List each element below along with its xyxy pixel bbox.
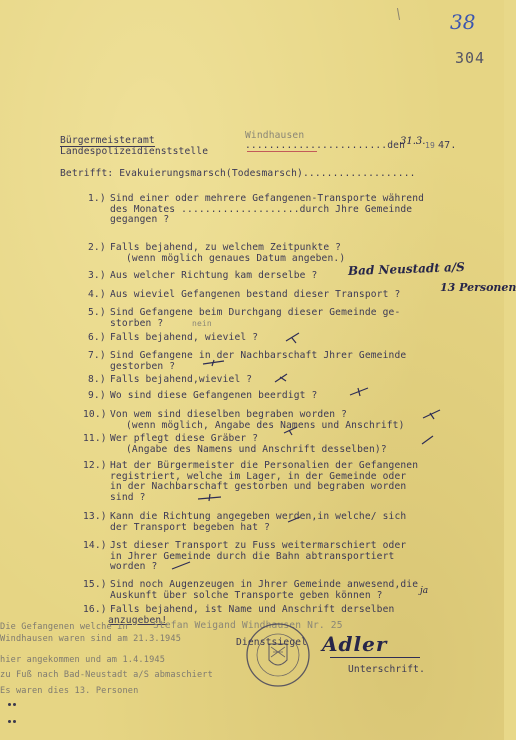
- question-line: Von wem sind dieselben begraben worden ?: [110, 409, 348, 420]
- question-line: Sind noch Augenzeugen in Jhrer Gemeinde anwesend,die: [110, 579, 419, 590]
- dash-mark-6: [286, 333, 299, 343]
- question-line: Falls bejahend,wieviel ?: [110, 374, 253, 385]
- answer-5: nein: [192, 319, 212, 328]
- punch-dot-3: [8, 720, 11, 723]
- office-line-2: Landespolizeidienststelle: [60, 146, 209, 157]
- question-line: Wer pflegt diese Gräber ?: [110, 433, 259, 444]
- date-handwritten: 31.3.: [400, 136, 426, 147]
- question-line: Wo sind diese Gefangenen beerdigt ?: [110, 390, 318, 401]
- margin-note-4: zu Fuß nach Bad-Neustadt a/S abmaschiert: [0, 670, 213, 680]
- question-line: sind ?: [110, 491, 146, 503]
- question-line: Falls bejahend, ist Name und Anschrift derselben: [110, 604, 395, 615]
- margin-note-5: Es waren dies 13. Personen: [0, 686, 139, 696]
- signature-flourish: [330, 657, 420, 658]
- date-prefix: ........................den: [245, 140, 405, 151]
- punch-dot-4: [13, 720, 16, 723]
- question-line: registriert, welche im Lager, in der Gemeinde oder: [110, 470, 407, 482]
- answer-4: 13 Personen: [440, 281, 516, 294]
- question-line: (wenn möglich genaues Datum angeben.): [126, 252, 346, 264]
- dash-mark-9: [350, 388, 368, 396]
- margin-note-3: hier angekommen und am 1.4.1945: [0, 655, 166, 665]
- municipal-seal-icon: [243, 620, 313, 690]
- question-line: der Transport begeben hat ?: [110, 521, 270, 533]
- question-number: 13.): [83, 511, 107, 522]
- question-number: 16.): [83, 604, 107, 615]
- punch-dot-2: [13, 703, 16, 706]
- question-number: 3.): [88, 270, 106, 281]
- question-line: Jst dieser Transport zu Fuss weitermarschiert oder: [110, 540, 407, 551]
- question-line: gegangen ?: [110, 214, 170, 225]
- answer-15: ja: [420, 586, 429, 596]
- question-number: 7.): [88, 350, 106, 361]
- subject-line: Betrifft: Evakuierungsmarsch(Todesmarsch)...................: [60, 168, 416, 179]
- office-line-1: Bürgermeisteramt: [60, 135, 155, 146]
- question-line: (Angabe des Namens und Anschrift desselben)?: [126, 443, 387, 455]
- question-number: 9.): [88, 390, 106, 401]
- dash-mark-11b: [422, 436, 433, 444]
- question-line: Aus welcher Richtung kam derselbe ?: [110, 270, 318, 281]
- dienstsiegel-label: Dienstsiegel: [236, 637, 308, 648]
- question-line: Sind Gefangene beim Durchgang dieser Gemeinde ge-: [110, 307, 401, 318]
- dash-mark-7: [203, 360, 224, 366]
- question-line: storben ?: [110, 317, 164, 329]
- question-number: 5.): [88, 307, 106, 318]
- dash-mark-10: [423, 410, 440, 419]
- question-number: 11.): [83, 433, 107, 444]
- question-line: worden ?: [110, 561, 158, 572]
- question-number: 10.): [83, 409, 107, 420]
- folio-stamped: 304: [455, 49, 486, 67]
- question-number: 6.): [88, 332, 106, 343]
- question-number: 4.): [88, 289, 106, 300]
- question-line: Falls bejahend, zu welchem Zeitpunkte ?: [110, 242, 342, 253]
- dash-mark-12: [198, 494, 221, 501]
- question-number: 2.): [88, 242, 106, 253]
- question-line: Sind einer oder mehrere Gefangenen-Transporte während: [110, 193, 425, 204]
- question-line: anzugeben!: [108, 614, 168, 626]
- place-name: Windhausen: [245, 130, 305, 141]
- question-number: 12.): [83, 460, 107, 471]
- folio-handwritten: 38: [450, 10, 476, 34]
- dash-mark-14: [172, 562, 190, 569]
- answer-3: Bad Neustadt a/S: [347, 259, 466, 279]
- question-number: 8.): [88, 374, 106, 385]
- question-line: gestorben ?: [110, 360, 176, 372]
- question-line: in der Nachbarschaft gestorben und begraben worden: [110, 481, 407, 492]
- dash-mark-11a: [284, 427, 297, 435]
- question-line: (wenn möglich, Angabe des Namens und Anschrift): [126, 419, 405, 431]
- signature: Adler: [322, 632, 388, 656]
- dash-mark-13: [288, 517, 300, 522]
- signature-label: Unterschrift.: [348, 664, 426, 675]
- question-number: 14.): [83, 540, 107, 551]
- answer-16: Stefan Weigand Windhausen Nr. 25: [153, 620, 343, 631]
- question-line: Aus wieviel Gefangenen bestand dieser Transport ?: [110, 289, 401, 300]
- margin-note-1: Die Gefangenen welche in: [0, 622, 128, 632]
- question-line: Falls bejahend, wieviel ?: [110, 332, 259, 343]
- question-number: 1.): [88, 193, 106, 204]
- year-prefix: 19: [425, 141, 435, 150]
- margin-note-2: Windhausen waren sind am 21.3.1945: [0, 634, 182, 644]
- question-line: Hat der Bürgermeister die Personalien der Gefangenen: [110, 460, 419, 471]
- question-line: Kann die Richtung angegeben werden,in welche/ sich: [110, 511, 407, 522]
- question-line: Sind Gefangene in der Nachbarschaft Jhrer Gemeinde: [110, 350, 407, 361]
- dash-mark-8: [275, 374, 287, 382]
- punch-dot-1: [8, 703, 11, 706]
- question-number: 15.): [83, 579, 107, 590]
- year: 47.: [438, 140, 457, 151]
- question-line: in Jhrer Gemeinde durch die Bahn abtransportiert: [110, 550, 395, 562]
- question-line: Auskunft über solche Transporte geben können ?: [110, 589, 383, 601]
- question-line: des Monates ....................durch Jhre Gemeinde: [110, 203, 413, 215]
